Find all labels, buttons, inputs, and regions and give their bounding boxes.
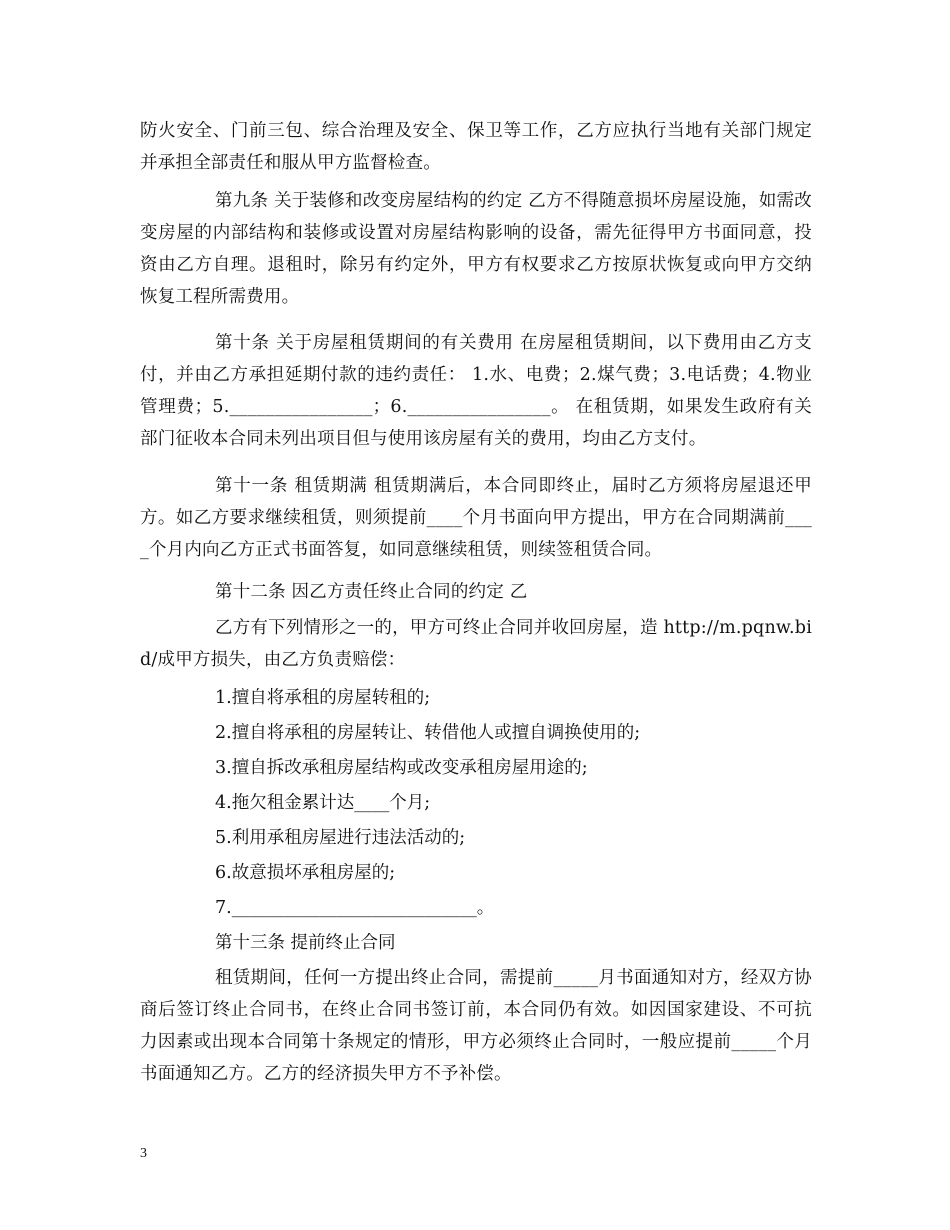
list-item: 1.擅自将承租的房屋转租的; xyxy=(215,688,431,708)
list-item: 3.擅自拆改承租房屋结构或改变承租房屋用途的; xyxy=(215,758,588,778)
list-item: 7.____________________________。 xyxy=(215,898,495,918)
paragraph-article-9: 第九条 关于装修和改变房屋结构的约定 乙方不得随意损坏房屋设施，如需改变房屋的内部结构和装修或设置对房屋结构影响的设备，需先征得甲方书面同意，投资由乙方自理。退租时，除另有约定外，甲方有权要求乙方按原状恢复或向甲方交纳恢复工程所需费用。 xyxy=(140,191,812,307)
paragraph-article-11: 第十一条 租赁期满 租赁期满后，本合同即终止，届时乙方须将房屋退还甲方。如乙方要求继续租赁，则须提前____个月书面向甲方提出，甲方在合同期满前____个月内向乙方正式书面答复，如同意继续租赁，则续签租赁合同。 xyxy=(140,476,812,560)
article-13-heading: 第十三条 提前终止合同 xyxy=(215,933,396,953)
paragraph-article-12-heading: 第十二条 因乙方责任终止合同的约定 乙 xyxy=(215,582,528,602)
paragraph-article-10: 第十条 关于房屋租赁期间的有关费用 在房屋租赁期间，以下费用由乙方支付，并由乙方承担延期付款的违约责任： 1.水、电费；2.煤气费；3.电话费；4.物业管理费；5.________________；6.________________。 在租赁期，如果发生政府有关部门征收本合同未列出项目但与使用该房屋有关的费用，均由乙方支付。 xyxy=(140,333,812,449)
page-number: 3 xyxy=(140,1146,147,1161)
paragraph-article-12-body: 乙方有下列情形之一的，甲方可终止合同并收回房屋，造 http://m.pqnw.bid/成甲方损失，由乙方负责赔偿： xyxy=(140,618,812,670)
paragraph-fire-safety: 防火安全、门前三包、综合治理及安全、保卫等工作，乙方应执行当地有关部门规定并承担全部责任和服从甲方监督检查。 xyxy=(140,121,812,173)
paragraph-article-13: 租赁期间，任何一方提出终止合同，需提前_____月书面通知对方，经双方协商后签订终止合同书，在终止合同书签订前，本合同仍有效。如因国家建设、不可抗力因素或出现本合同第十条规定的情形，甲方必须终止合同时，一般应提前_____个月书面通知乙方。乙方的经济损失甲方不予补偿。 xyxy=(140,968,812,1084)
list-item: 2.擅自将承租的房屋转让、转借他人或擅自调换使用的; xyxy=(215,723,641,743)
list-item: 6.故意损坏承租房屋的; xyxy=(215,863,396,883)
list-item: 5.利用承租房屋进行违法活动的; xyxy=(215,828,466,848)
list-item: 4.拖欠租金累计达____个月; xyxy=(215,793,431,813)
